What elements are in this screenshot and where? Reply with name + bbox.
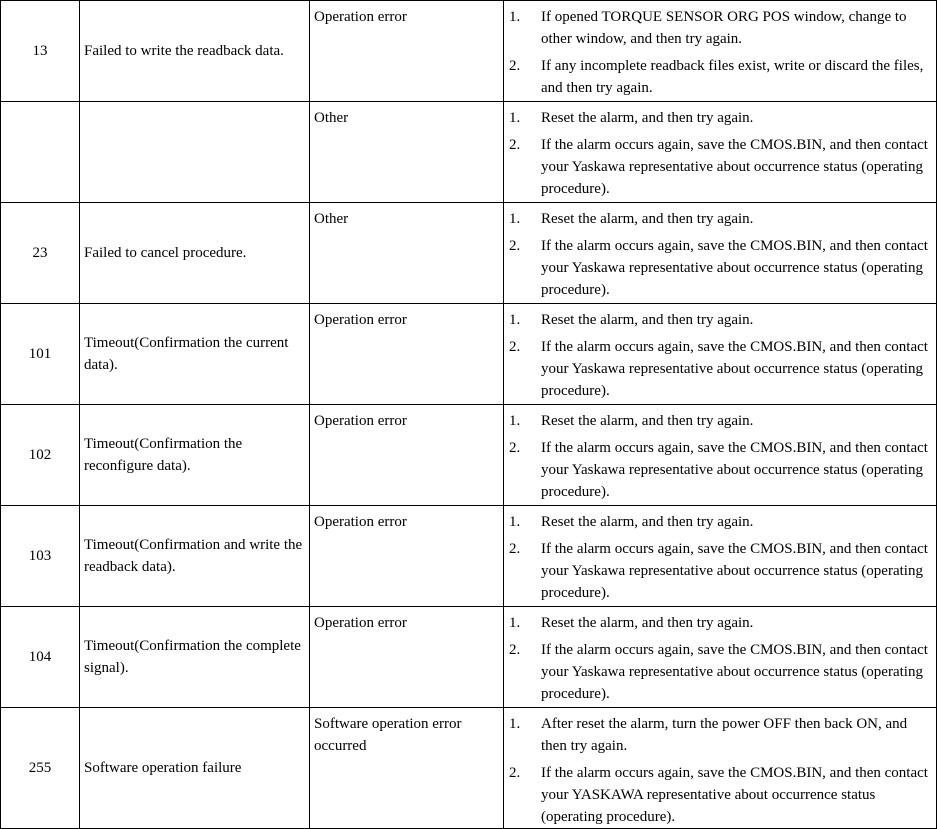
step-text: If the alarm occurs again, save the CMOS.BIN, and then contact your Yaskawa representative about occurrence status (operating procedure). xyxy=(541,440,928,500)
step-text: If the alarm occurs again, save the CMOS.BIN, and then contact your Yaskawa representative about occurrence status (operating procedure). xyxy=(541,541,928,601)
alarm-remedy xyxy=(504,304,937,405)
alarm-description: Timeout(Confirmation the current data). xyxy=(80,304,310,405)
table-row xyxy=(1,102,937,203)
alarm-cause: Other xyxy=(310,203,504,304)
remedy-steps xyxy=(504,107,932,200)
remedy-steps xyxy=(504,410,932,503)
alarm-code: 104 xyxy=(1,607,80,708)
table-row xyxy=(1,607,937,708)
alarm-remedy xyxy=(504,506,937,607)
step-text: If the alarm occurs again, save the CMOS.BIN, and then contact your Yaskawa representative about occurrence status (operating procedure). xyxy=(541,642,928,702)
alarm-remedy xyxy=(504,102,937,203)
step-number: 2. xyxy=(509,765,521,781)
remedy-step xyxy=(504,6,932,50)
alarm-description: Timeout(Confirmation and write the readback data). xyxy=(80,506,310,607)
step-number: 2. xyxy=(509,339,521,355)
remedy-step xyxy=(504,538,932,604)
alarm-remedy xyxy=(504,405,937,506)
alarm-code xyxy=(1,102,80,203)
remedy-step xyxy=(504,134,932,200)
table-row xyxy=(1,506,937,607)
remedy-step xyxy=(504,336,932,402)
step-number: 1. xyxy=(509,716,521,732)
remedy-step xyxy=(504,437,932,503)
step-number: 1. xyxy=(509,514,521,530)
step-number: 1. xyxy=(509,312,521,328)
remedy-steps xyxy=(504,208,932,301)
alarm-cause: Software operation error occurred xyxy=(310,708,504,829)
table-row xyxy=(1,708,937,829)
remedy-step xyxy=(504,612,932,634)
alarm-code: 255 xyxy=(1,708,80,829)
alarm-code: 103 xyxy=(1,506,80,607)
step-number: 2. xyxy=(509,137,521,153)
alarm-description: Failed to write the readback data. xyxy=(80,1,310,102)
step-number: 2. xyxy=(509,238,521,254)
alarm-cause: Operation error xyxy=(310,304,504,405)
step-text: Reset the alarm, and then try again. xyxy=(541,211,754,227)
remedy-steps xyxy=(504,511,932,604)
remedy-step xyxy=(504,235,932,301)
step-number: 1. xyxy=(509,9,521,25)
step-number: 1. xyxy=(509,211,521,227)
alarm-cause: Operation error xyxy=(310,405,504,506)
alarm-code: 102 xyxy=(1,405,80,506)
alarm-cause: Operation error xyxy=(310,506,504,607)
step-text: If the alarm occurs again, save the CMOS.BIN, and then contact your Yaskawa representative about occurrence status (operating procedure). xyxy=(541,137,928,197)
table-row xyxy=(1,1,937,102)
step-text: If opened TORQUE SENSOR ORG POS window, change to other window, and then try again. xyxy=(541,9,907,47)
step-number: 1. xyxy=(509,110,521,126)
alarm-description: Timeout(Confirmation the reconfigure data). xyxy=(80,405,310,506)
remedy-step xyxy=(504,639,932,705)
step-text: If any incomplete readback files exist, write or discard the files, and then try again. xyxy=(541,58,924,96)
alarm-cause: Other xyxy=(310,102,504,203)
step-text: After reset the alarm, turn the power OFF then back ON, and then try again. xyxy=(541,716,908,754)
alarm-cause: Operation error xyxy=(310,1,504,102)
table-row xyxy=(1,203,937,304)
remedy-step xyxy=(504,511,932,533)
step-text: Reset the alarm, and then try again. xyxy=(541,514,754,530)
alarm-code: 23 xyxy=(1,203,80,304)
remedy-steps xyxy=(504,612,932,705)
step-text: Reset the alarm, and then try again. xyxy=(541,615,754,631)
step-number: 2. xyxy=(509,440,521,456)
step-text: If the alarm occurs again, save the CMOS.BIN, and then contact your Yaskawa representative about occurrence status (operating procedure). xyxy=(541,339,928,399)
step-text: Reset the alarm, and then try again. xyxy=(541,413,754,429)
remedy-step xyxy=(504,309,932,331)
table-row xyxy=(1,405,937,506)
step-number: 1. xyxy=(509,615,521,631)
alarm-remedy xyxy=(504,203,937,304)
step-text: Reset the alarm, and then try again. xyxy=(541,110,754,126)
step-text: Reset the alarm, and then try again. xyxy=(541,312,754,328)
alarm-description xyxy=(80,102,310,203)
alarm-description: Software operation failure xyxy=(80,708,310,829)
remedy-steps xyxy=(504,309,932,402)
alarm-code: 101 xyxy=(1,304,80,405)
remedy-step xyxy=(504,713,932,757)
remedy-step xyxy=(504,410,932,432)
alarm-remedy xyxy=(504,708,937,829)
remedy-steps xyxy=(504,713,932,828)
step-number: 2. xyxy=(509,642,521,658)
alarm-cause: Operation error xyxy=(310,607,504,708)
step-text: If the alarm occurs again, save the CMOS.BIN, and then contact your YASKAWA representative about occurrence status (operating procedure). xyxy=(541,765,928,825)
alarm-description: Failed to cancel procedure. xyxy=(80,203,310,304)
remedy-step xyxy=(504,107,932,129)
remedy-step xyxy=(504,55,932,99)
alarm-code: 13 xyxy=(1,1,80,102)
alarm-description: Timeout(Confirmation the complete signal). xyxy=(80,607,310,708)
remedy-step xyxy=(504,208,932,230)
step-number: 1. xyxy=(509,413,521,429)
remedy-steps xyxy=(504,6,932,99)
alarm-remedy xyxy=(504,1,937,102)
step-number: 2. xyxy=(509,541,521,557)
remedy-step xyxy=(504,762,932,828)
table-row xyxy=(1,304,937,405)
alarm-remedy xyxy=(504,607,937,708)
step-number: 2. xyxy=(509,58,521,74)
step-text: If the alarm occurs again, save the CMOS.BIN, and then contact your Yaskawa representative about occurrence status (operating procedure). xyxy=(541,238,928,298)
